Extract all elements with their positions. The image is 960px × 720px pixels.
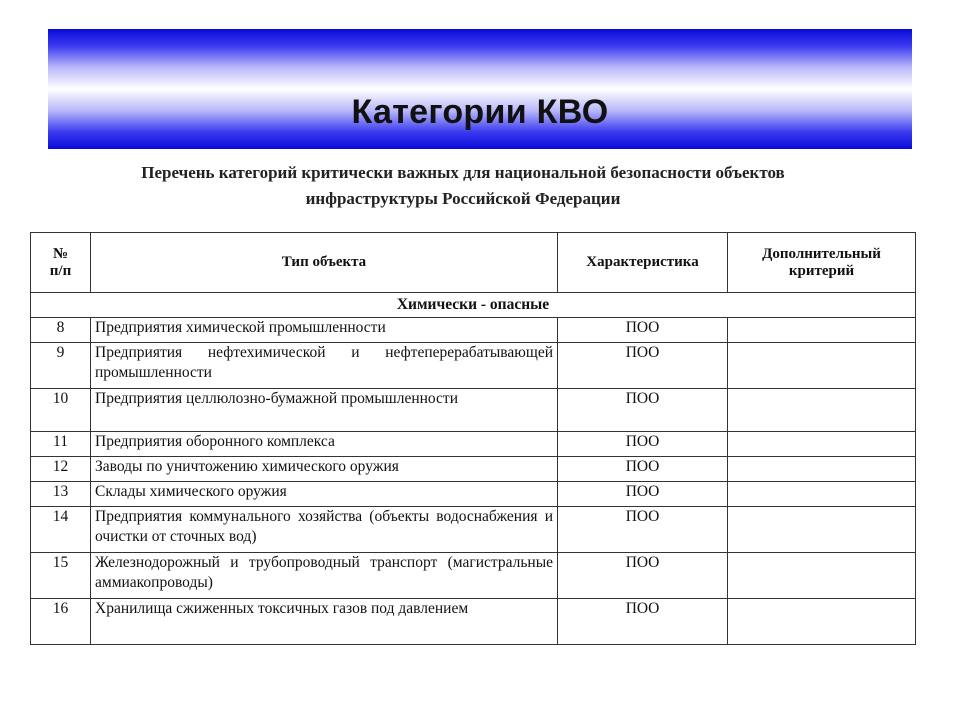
row-object-type: Предприятия оборонного комплекса bbox=[91, 432, 558, 457]
header-number bbox=[31, 233, 91, 293]
subtitle-line-1: Перечень категорий критически важных для национальной безопасности объектов bbox=[141, 163, 785, 182]
row-additional-criterion bbox=[728, 482, 916, 507]
section-title: Химически - опасные bbox=[31, 293, 916, 318]
row-number: 8 bbox=[31, 318, 91, 343]
table-row bbox=[31, 457, 916, 482]
table-row bbox=[31, 343, 916, 389]
header-additional-line-1: Дополнительный bbox=[762, 245, 881, 262]
row-number: 14 bbox=[31, 507, 91, 553]
row-object-type: Железнодорожный и трубопроводный транспорт (магистральные аммиакопроводы) bbox=[91, 553, 558, 599]
row-characteristic: ПОО bbox=[558, 343, 728, 389]
row-characteristic: ПОО bbox=[558, 457, 728, 482]
row-number: 9 bbox=[31, 343, 91, 389]
document-subtitle bbox=[40, 160, 886, 212]
page-title: Категории КВО bbox=[351, 93, 609, 131]
table-row bbox=[31, 553, 916, 599]
table-row bbox=[31, 432, 916, 457]
table-row bbox=[31, 389, 916, 432]
row-additional-criterion bbox=[728, 343, 916, 389]
row-characteristic: ПОО bbox=[558, 389, 728, 432]
row-object-type: Предприятия коммунального хозяйства (объекты водоснабжения и очистки от сточных вод) bbox=[91, 507, 558, 553]
table-row bbox=[31, 318, 916, 343]
row-additional-criterion bbox=[728, 457, 916, 482]
row-object-type: Предприятия химической промышленности bbox=[91, 318, 558, 343]
table-row bbox=[31, 599, 916, 645]
row-additional-criterion bbox=[728, 553, 916, 599]
row-object-type: Предприятия целлюлозно-бумажной промышленности bbox=[91, 389, 558, 432]
row-additional-criterion bbox=[728, 432, 916, 457]
row-characteristic: ПОО bbox=[558, 507, 728, 553]
row-object-type: Предприятия нефтехимической и нефтеперерабатывающей промышленности bbox=[91, 343, 558, 389]
row-object-type: Заводы по уничтожению химического оружия bbox=[91, 457, 558, 482]
kvo-categories-table bbox=[30, 232, 916, 645]
row-additional-criterion bbox=[728, 318, 916, 343]
header-object-type: Тип объекта bbox=[91, 233, 558, 293]
row-characteristic: ПОО bbox=[558, 599, 728, 645]
row-characteristic: ПОО bbox=[558, 432, 728, 457]
row-number: 10 bbox=[31, 389, 91, 432]
row-number: 12 bbox=[31, 457, 91, 482]
header-additional-line-2: критерий bbox=[788, 262, 855, 279]
section-row bbox=[31, 293, 916, 318]
row-additional-criterion bbox=[728, 389, 916, 432]
row-number: 11 bbox=[31, 432, 91, 457]
table-row bbox=[31, 482, 916, 507]
row-number: 13 bbox=[31, 482, 91, 507]
subtitle-line-2: инфраструктуры Российской Федерации bbox=[305, 189, 621, 208]
row-additional-criterion bbox=[728, 507, 916, 553]
header-additional-criterion bbox=[728, 233, 916, 293]
row-characteristic: ПОО bbox=[558, 482, 728, 507]
row-characteristic: ПОО bbox=[558, 318, 728, 343]
title-banner bbox=[48, 29, 912, 149]
table-row bbox=[31, 507, 916, 553]
header-characteristic: Характеристика bbox=[558, 233, 728, 293]
row-number: 16 bbox=[31, 599, 91, 645]
table-header-row bbox=[31, 233, 916, 293]
row-object-type: Хранилища сжиженных токсичных газов под давлением bbox=[91, 599, 558, 645]
row-object-type: Склады химического оружия bbox=[91, 482, 558, 507]
row-characteristic: ПОО bbox=[558, 553, 728, 599]
row-additional-criterion bbox=[728, 599, 916, 645]
header-number-line-2: п/п bbox=[49, 262, 72, 279]
row-number: 15 bbox=[31, 553, 91, 599]
header-number-line-1: № bbox=[52, 245, 69, 262]
